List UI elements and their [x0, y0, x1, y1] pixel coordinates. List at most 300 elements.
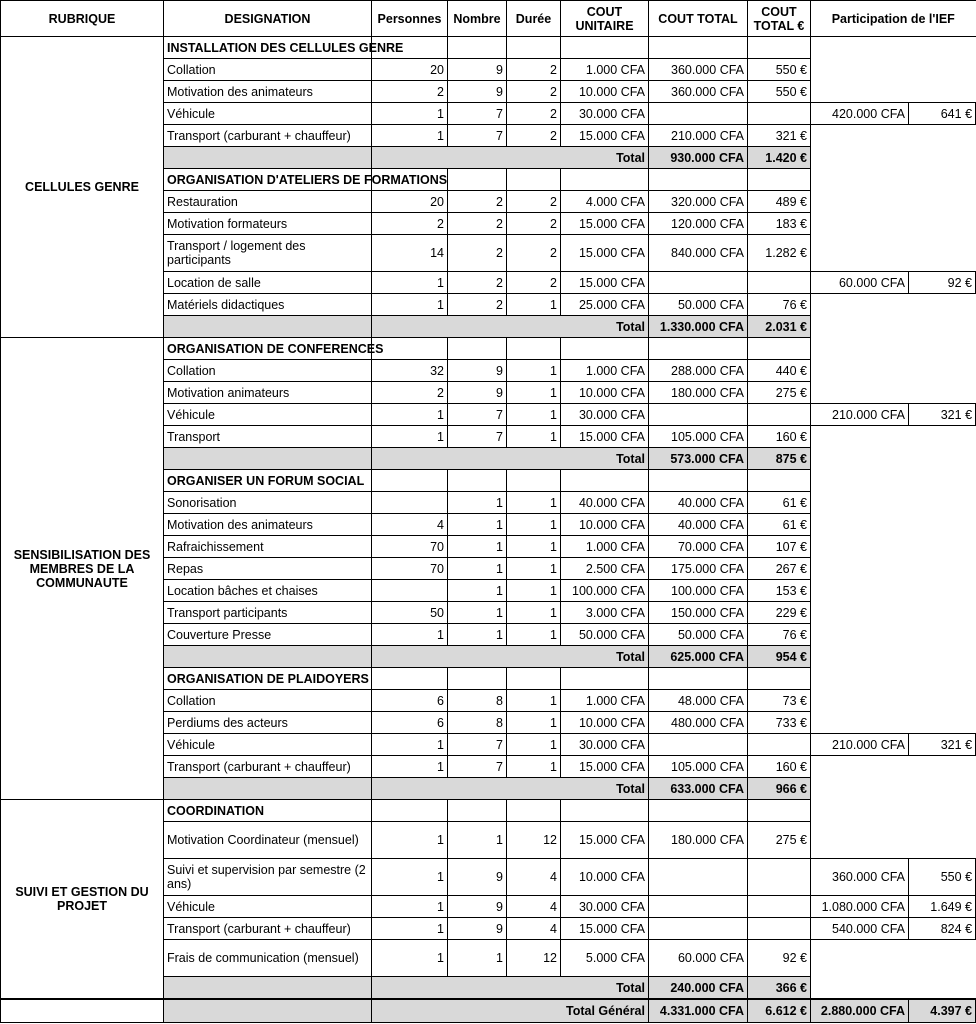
empty-cell: [649, 338, 748, 360]
total-label: Total: [372, 778, 649, 800]
cout-total-eur-cell: [748, 404, 811, 426]
participation-eur-cell: [909, 191, 976, 213]
designation-cell: Rafraichissement: [164, 536, 372, 558]
participation-cfa-cell: [811, 690, 909, 712]
empty-cell: [507, 800, 561, 822]
empty-cell: [909, 977, 976, 1000]
header-row: [1, 1, 976, 37]
nombre-cell: 2: [448, 213, 507, 235]
nombre-cell: 9: [448, 859, 507, 896]
cout-total-cell: [649, 404, 748, 426]
designation-cell: Suivi et supervision par semestre (2 ans): [164, 859, 372, 896]
nombre-cell: 7: [448, 125, 507, 147]
total-label: Total: [372, 646, 649, 668]
participation-eur-cell: [909, 558, 976, 580]
cout-total-eur-cell: 1.282 €: [748, 235, 811, 272]
duree-cell: 1: [507, 712, 561, 734]
personnes-cell: 6: [372, 712, 448, 734]
participation-eur-cell: 321 €: [909, 734, 976, 756]
empty-cell: [811, 646, 909, 668]
cout-unitaire-cell: 25.000 CFA: [561, 294, 649, 316]
cout-total-eur-cell: 76 €: [748, 294, 811, 316]
personnes-cell: [372, 492, 448, 514]
table-body: [1, 37, 976, 1023]
participation-eur-cell: [909, 81, 976, 103]
nombre-cell: 7: [448, 404, 507, 426]
duree-cell: 2: [507, 103, 561, 125]
personnes-cell: 1: [372, 103, 448, 125]
empty-cell: [811, 470, 909, 492]
empty-cell: [649, 800, 748, 822]
cout-total-eur-cell: [748, 103, 811, 125]
cout-total-cell: 50.000 CFA: [649, 294, 748, 316]
participation-cfa-cell: 60.000 CFA: [811, 272, 909, 294]
cout-total-cell: 210.000 CFA: [649, 125, 748, 147]
cout-unitaire-cell: 10.000 CFA: [561, 81, 649, 103]
designation-cell: Véhicule: [164, 103, 372, 125]
header-rubrique: RUBRIQUE: [1, 1, 164, 37]
participation-cfa-cell: [811, 822, 909, 859]
participation-cfa-cell: [811, 59, 909, 81]
participation-cfa-cell: 360.000 CFA: [811, 859, 909, 896]
participation-cfa-cell: [811, 213, 909, 235]
participation-eur-cell: 824 €: [909, 918, 976, 940]
empty-cell: [649, 37, 748, 59]
total-cout-cell: 625.000 CFA: [649, 646, 748, 668]
designation-cell: Location bâches et chaises: [164, 580, 372, 602]
empty-cell: [372, 800, 448, 822]
participation-cfa-cell: 210.000 CFA: [811, 404, 909, 426]
empty-cell: [164, 778, 372, 800]
personnes-cell: 1: [372, 940, 448, 977]
designation-cell: Transport / logement des participants: [164, 235, 372, 272]
nombre-cell: 9: [448, 360, 507, 382]
empty-cell: [811, 778, 909, 800]
participation-cfa-cell: 1.080.000 CFA: [811, 896, 909, 918]
participation-eur-cell: [909, 514, 976, 536]
cout-total-eur-cell: 61 €: [748, 514, 811, 536]
participation-eur-cell: [909, 536, 976, 558]
cout-total-eur-cell: 92 €: [748, 940, 811, 977]
cout-total-cell: 40.000 CFA: [649, 492, 748, 514]
personnes-cell: 32: [372, 360, 448, 382]
duree-cell: 1: [507, 536, 561, 558]
participation-eur-cell: [909, 602, 976, 624]
nombre-cell: 1: [448, 514, 507, 536]
personnes-cell: 1: [372, 859, 448, 896]
duree-cell: 2: [507, 235, 561, 272]
empty-cell: [748, 169, 811, 191]
personnes-cell: 70: [372, 558, 448, 580]
header-duree: Durée: [507, 1, 561, 37]
personnes-cell: 20: [372, 59, 448, 81]
cout-total-eur-cell: [748, 734, 811, 756]
participation-eur-cell: [909, 712, 976, 734]
duree-cell: 1: [507, 360, 561, 382]
participation-cfa-cell: 420.000 CFA: [811, 103, 909, 125]
designation-cell: Repas: [164, 558, 372, 580]
participation-eur-cell: [909, 822, 976, 859]
empty-cell: [811, 169, 909, 191]
total-label: Total: [372, 316, 649, 338]
participation-eur-cell: [909, 624, 976, 646]
duree-cell: 1: [507, 558, 561, 580]
empty-cell: [748, 668, 811, 690]
designation-cell: Collation: [164, 360, 372, 382]
nombre-cell: 9: [448, 382, 507, 404]
participation-eur-cell: 321 €: [909, 404, 976, 426]
participation-cfa-cell: [811, 756, 909, 778]
cout-unitaire-cell: 30.000 CFA: [561, 734, 649, 756]
nombre-cell: 7: [448, 103, 507, 125]
personnes-cell: 4: [372, 514, 448, 536]
cout-total-eur-cell: 321 €: [748, 125, 811, 147]
participation-cfa-cell: [811, 125, 909, 147]
participation-eur-cell: [909, 940, 976, 977]
nombre-cell: 9: [448, 59, 507, 81]
cout-total-cell: 105.000 CFA: [649, 756, 748, 778]
participation-cfa-cell: [811, 492, 909, 514]
empty-cell: [164, 646, 372, 668]
duree-cell: 1: [507, 756, 561, 778]
empty-cell: [164, 316, 372, 338]
cout-total-cell: 180.000 CFA: [649, 382, 748, 404]
participation-eur-cell: [909, 690, 976, 712]
duree-cell: 1: [507, 690, 561, 712]
cout-total-eur-cell: 275 €: [748, 382, 811, 404]
participation-eur-cell: [909, 235, 976, 272]
cout-unitaire-cell: 30.000 CFA: [561, 404, 649, 426]
cout-total-cell: 40.000 CFA: [649, 514, 748, 536]
participation-cfa-cell: [811, 624, 909, 646]
duree-cell: 2: [507, 213, 561, 235]
participation-cfa-cell: [811, 294, 909, 316]
participation-cfa-cell: [811, 940, 909, 977]
nombre-cell: 2: [448, 191, 507, 213]
designation-cell: Véhicule: [164, 404, 372, 426]
duree-cell: 1: [507, 514, 561, 536]
cout-total-cell: 180.000 CFA: [649, 822, 748, 859]
cout-total-cell: 100.000 CFA: [649, 580, 748, 602]
personnes-cell: 1: [372, 822, 448, 859]
cout-total-eur-cell: 267 €: [748, 558, 811, 580]
duree-cell: 4: [507, 896, 561, 918]
empty-cell: [448, 800, 507, 822]
section-title: COORDINATION: [164, 800, 372, 822]
empty-cell: [448, 169, 507, 191]
grand-total-row: [1, 999, 976, 1023]
participation-cfa-cell: [811, 514, 909, 536]
designation-cell: Transport participants: [164, 602, 372, 624]
empty-cell: [561, 668, 649, 690]
cout-total-cell: [649, 918, 748, 940]
duree-cell: 4: [507, 918, 561, 940]
empty-cell: [448, 668, 507, 690]
participation-eur-cell: [909, 360, 976, 382]
cout-total-cell: 48.000 CFA: [649, 690, 748, 712]
designation-cell: Restauration: [164, 191, 372, 213]
cout-total-eur-cell: 733 €: [748, 712, 811, 734]
rubrique-label: SENSIBILISATION DES MEMBRES DE LA COMMUNAUTE: [1, 338, 164, 800]
personnes-cell: 1: [372, 125, 448, 147]
participation-cfa-cell: [811, 536, 909, 558]
section-title: INSTALLATION DES CELLULES GENRE: [164, 37, 372, 59]
empty-cell: [811, 448, 909, 470]
cout-unitaire-cell: 15.000 CFA: [561, 756, 649, 778]
participation-eur-cell: [909, 59, 976, 81]
nombre-cell: 7: [448, 426, 507, 448]
total-eur-cell: 366 €: [748, 977, 811, 1000]
empty-cell: [909, 668, 976, 690]
designation-cell: Location de salle: [164, 272, 372, 294]
duree-cell: 1: [507, 602, 561, 624]
grand-total-eur-cell: 6.612 €: [748, 999, 811, 1023]
cout-unitaire-cell: 4.000 CFA: [561, 191, 649, 213]
empty-cell: [561, 338, 649, 360]
duree-cell: 1: [507, 426, 561, 448]
participation-eur-cell: 1.649 €: [909, 896, 976, 918]
nombre-cell: 9: [448, 918, 507, 940]
nombre-cell: 7: [448, 734, 507, 756]
grand-total-participation-eur: 4.397 €: [909, 999, 976, 1023]
personnes-cell: 2: [372, 81, 448, 103]
duree-cell: 1: [507, 624, 561, 646]
empty-cell: [561, 800, 649, 822]
empty-cell: [164, 977, 372, 1000]
designation-cell: Motivation Coordinateur (mensuel): [164, 822, 372, 859]
nombre-cell: 2: [448, 272, 507, 294]
duree-cell: 1: [507, 580, 561, 602]
participation-cfa-cell: [811, 712, 909, 734]
nombre-cell: 1: [448, 536, 507, 558]
cout-unitaire-cell: 40.000 CFA: [561, 492, 649, 514]
designation-cell: Collation: [164, 59, 372, 81]
empty-cell: [748, 470, 811, 492]
personnes-cell: 1: [372, 426, 448, 448]
duree-cell: 12: [507, 822, 561, 859]
cout-unitaire-cell: 10.000 CFA: [561, 382, 649, 404]
participation-cfa-cell: [811, 191, 909, 213]
cout-total-cell: 105.000 CFA: [649, 426, 748, 448]
personnes-cell: 1: [372, 294, 448, 316]
section-title: ORGANISATION DE CONFERENCES: [164, 338, 372, 360]
designation-cell: Frais de communication (mensuel): [164, 940, 372, 977]
nombre-cell: 2: [448, 294, 507, 316]
cout-total-eur-cell: 160 €: [748, 756, 811, 778]
grand-total-participation-cfa: 2.880.000 CFA: [811, 999, 909, 1023]
nombre-cell: 1: [448, 580, 507, 602]
duree-cell: 2: [507, 191, 561, 213]
total-label: Total: [372, 147, 649, 169]
cout-total-cell: 70.000 CFA: [649, 536, 748, 558]
empty-cell: [909, 800, 976, 822]
cout-total-cell: 50.000 CFA: [649, 624, 748, 646]
cout-total-cell: [649, 272, 748, 294]
empty-cell: [909, 338, 976, 360]
designation-cell: Motivation des animateurs: [164, 514, 372, 536]
participation-cfa-cell: [811, 580, 909, 602]
participation-cfa-cell: 540.000 CFA: [811, 918, 909, 940]
duree-cell: 2: [507, 81, 561, 103]
total-cout-cell: 573.000 CFA: [649, 448, 748, 470]
personnes-cell: 1: [372, 734, 448, 756]
designation-cell: Véhicule: [164, 896, 372, 918]
cout-total-eur-cell: 76 €: [748, 624, 811, 646]
cout-total-cell: 150.000 CFA: [649, 602, 748, 624]
cout-total-eur-cell: 440 €: [748, 360, 811, 382]
nombre-cell: 1: [448, 940, 507, 977]
cout-unitaire-cell: 15.000 CFA: [561, 125, 649, 147]
empty-cell: [372, 470, 448, 492]
rubrique-label: SUIVI ET GESTION DU PROJET: [1, 800, 164, 1000]
participation-eur-cell: [909, 426, 976, 448]
cout-total-cell: 175.000 CFA: [649, 558, 748, 580]
cout-total-eur-cell: [748, 918, 811, 940]
duree-cell: 1: [507, 404, 561, 426]
empty-cell: [811, 800, 909, 822]
total-cout-cell: 633.000 CFA: [649, 778, 748, 800]
personnes-cell: 14: [372, 235, 448, 272]
empty-cell: [507, 169, 561, 191]
total-label: Total: [372, 977, 649, 1000]
cout-total-eur-cell: 489 €: [748, 191, 811, 213]
participation-eur-cell: [909, 125, 976, 147]
empty-cell: [164, 448, 372, 470]
cout-unitaire-cell: 10.000 CFA: [561, 859, 649, 896]
cout-total-eur-cell: 229 €: [748, 602, 811, 624]
empty-cell: [909, 470, 976, 492]
empty-cell: [811, 668, 909, 690]
total-cout-cell: 1.330.000 CFA: [649, 316, 748, 338]
empty-cell: [748, 338, 811, 360]
duree-cell: 1: [507, 294, 561, 316]
empty-cell: [164, 999, 372, 1023]
designation-cell: Couverture Presse: [164, 624, 372, 646]
empty-cell: [909, 448, 976, 470]
cout-total-eur-cell: [748, 859, 811, 896]
cout-total-cell: 120.000 CFA: [649, 213, 748, 235]
cout-total-cell: 480.000 CFA: [649, 712, 748, 734]
participation-cfa-cell: [811, 382, 909, 404]
personnes-cell: 1: [372, 272, 448, 294]
participation-eur-cell: 641 €: [909, 103, 976, 125]
header-designation: DESIGNATION: [164, 1, 372, 37]
empty-cell: [507, 668, 561, 690]
personnes-cell: 1: [372, 918, 448, 940]
empty-cell: [909, 147, 976, 169]
total-cout-cell: 930.000 CFA: [649, 147, 748, 169]
empty-cell: [649, 470, 748, 492]
nombre-cell: 1: [448, 558, 507, 580]
empty-cell: [164, 147, 372, 169]
duree-cell: 2: [507, 125, 561, 147]
nombre-cell: 9: [448, 896, 507, 918]
section-header-row: [1, 338, 976, 360]
empty-cell: [507, 37, 561, 59]
personnes-cell: 2: [372, 213, 448, 235]
duree-cell: 1: [507, 734, 561, 756]
cout-total-eur-cell: 107 €: [748, 536, 811, 558]
empty-cell: [748, 800, 811, 822]
empty-cell: [811, 147, 909, 169]
participation-cfa-cell: [811, 602, 909, 624]
personnes-cell: 20: [372, 191, 448, 213]
empty-cell: [561, 470, 649, 492]
nombre-cell: 9: [448, 81, 507, 103]
nombre-cell: 1: [448, 822, 507, 859]
designation-cell: Transport (carburant + chauffeur): [164, 918, 372, 940]
nombre-cell: 1: [448, 602, 507, 624]
empty-cell: [748, 37, 811, 59]
cout-unitaire-cell: 15.000 CFA: [561, 918, 649, 940]
header-nombre: Nombre: [448, 1, 507, 37]
cout-total-eur-cell: 183 €: [748, 213, 811, 235]
cout-unitaire-cell: 1.000 CFA: [561, 59, 649, 81]
participation-eur-cell: 92 €: [909, 272, 976, 294]
participation-cfa-cell: 210.000 CFA: [811, 734, 909, 756]
grand-total-label: Total Général: [372, 999, 649, 1023]
empty-cell: [507, 470, 561, 492]
cout-unitaire-cell: 15.000 CFA: [561, 235, 649, 272]
cout-unitaire-cell: 15.000 CFA: [561, 426, 649, 448]
cout-total-eur-cell: 73 €: [748, 690, 811, 712]
participation-eur-cell: [909, 382, 976, 404]
designation-cell: Motivation animateurs: [164, 382, 372, 404]
participation-eur-cell: [909, 213, 976, 235]
designation-cell: Motivation des animateurs: [164, 81, 372, 103]
designation-cell: Perdiums des acteurs: [164, 712, 372, 734]
nombre-cell: 8: [448, 712, 507, 734]
empty-cell: [448, 37, 507, 59]
empty-cell: [448, 338, 507, 360]
empty-cell: [507, 338, 561, 360]
designation-cell: Collation: [164, 690, 372, 712]
cout-total-eur-cell: [748, 896, 811, 918]
nombre-cell: 8: [448, 690, 507, 712]
empty-cell: [561, 169, 649, 191]
cout-total-eur-cell: 550 €: [748, 59, 811, 81]
participation-eur-cell: 550 €: [909, 859, 976, 896]
cout-unitaire-cell: 100.000 CFA: [561, 580, 649, 602]
cout-unitaire-cell: 10.000 CFA: [561, 514, 649, 536]
header-cout-total-eur: COUT TOTAL €: [748, 1, 811, 37]
personnes-cell: 1: [372, 404, 448, 426]
total-eur-cell: 875 €: [748, 448, 811, 470]
total-eur-cell: 954 €: [748, 646, 811, 668]
empty-cell: [649, 169, 748, 191]
participation-eur-cell: [909, 294, 976, 316]
empty-cell: [448, 470, 507, 492]
header-cout-unitaire: COUT UNITAIRE: [561, 1, 649, 37]
personnes-cell: 1: [372, 624, 448, 646]
empty-cell: [909, 778, 976, 800]
cout-unitaire-cell: 30.000 CFA: [561, 103, 649, 125]
header-personnes: Personnes: [372, 1, 448, 37]
designation-cell: Véhicule: [164, 734, 372, 756]
designation-cell: Transport (carburant + chauffeur): [164, 756, 372, 778]
designation-cell: Sonorisation: [164, 492, 372, 514]
empty-cell: [909, 316, 976, 338]
personnes-cell: 50: [372, 602, 448, 624]
personnes-cell: 2: [372, 382, 448, 404]
header-cout-total: COUT TOTAL: [649, 1, 748, 37]
total-cout-cell: 240.000 CFA: [649, 977, 748, 1000]
duree-cell: 1: [507, 382, 561, 404]
cout-total-cell: 60.000 CFA: [649, 940, 748, 977]
cout-unitaire-cell: 3.000 CFA: [561, 602, 649, 624]
grand-total-cout-cell: 4.331.000 CFA: [649, 999, 748, 1023]
cout-total-eur-cell: 61 €: [748, 492, 811, 514]
